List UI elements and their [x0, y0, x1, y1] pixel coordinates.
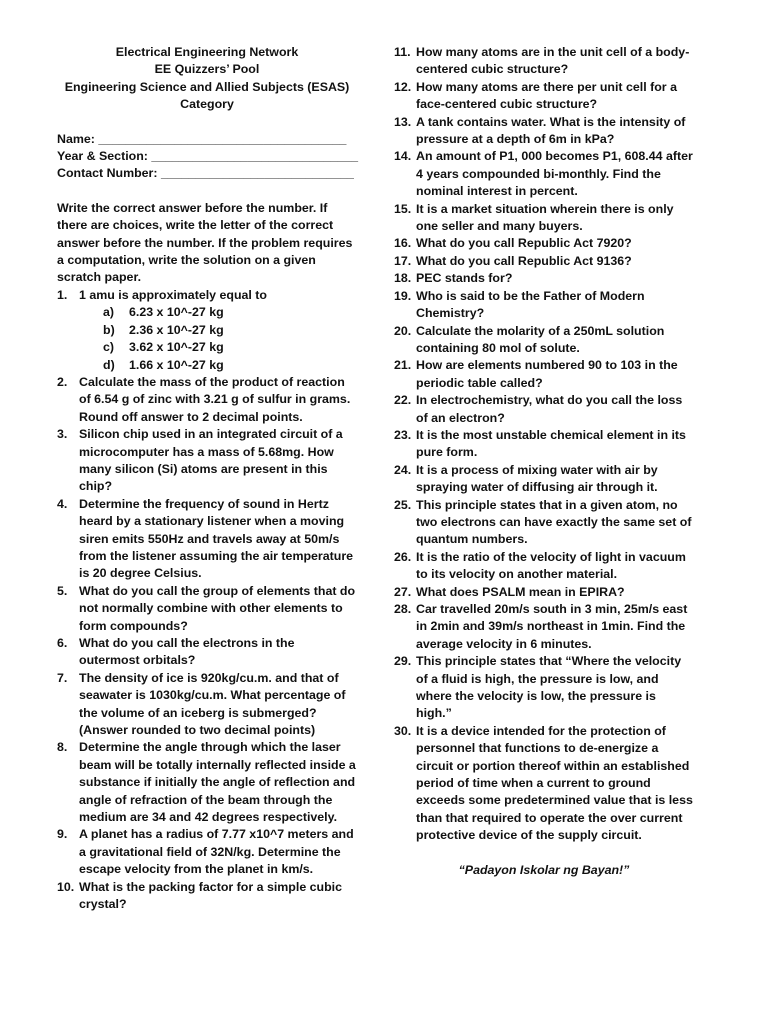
- question-text: This principle states that in a given atom, no two electrons can have exactly the same set of quantum numbers.: [416, 497, 692, 547]
- contact-number-field: Contact Number: ____________________________: [57, 166, 354, 181]
- right-column: [394, 44, 694, 879]
- choice-text: 6.23 x 10^-27 kg: [129, 305, 224, 320]
- choice-c: [103, 339, 357, 356]
- question-20: [394, 323, 694, 358]
- choice-letter: c): [103, 340, 115, 355]
- question-24: [394, 462, 694, 497]
- question-21: [394, 357, 694, 392]
- question-6: [57, 635, 357, 670]
- question-number: 9.: [57, 827, 68, 842]
- question-text: A planet has a radius of 7.77 x10^7 meters and a gravitational field of 32N/kg. Determine the escape velocity from the planet in km/s.: [79, 827, 354, 877]
- header-line-3: Engineering Science and Allied Subjects (ESAS): [64, 79, 350, 94]
- question-text: It is a process of mixing water with air by spraying water of diffusing air through it.: [416, 462, 658, 495]
- question-number: 17.: [394, 253, 412, 268]
- question-13: [394, 114, 694, 149]
- question-17: [394, 253, 694, 270]
- question-text: Determine the angle through which the laser beam will be totally internally reflected inside a substance if initially the angle of reflection and angle of refraction of the beam through the medium are 34 and 42 degrees respectively.: [79, 740, 356, 825]
- choice-text: 1.66 x 10^-27 kg: [129, 357, 224, 372]
- question-text: PEC stands for?: [416, 271, 513, 286]
- question-text: The density of ice is 920kg/cu.m. and that of seawater is 1030kg/cu.m. What percentage of the volume of an iceberg is submerged? (Answer rounded to two decimal points): [79, 670, 346, 738]
- question-number: 15.: [394, 201, 412, 216]
- question-number: 7.: [57, 670, 68, 685]
- question-number: 29.: [394, 654, 412, 669]
- question-text: What do you call the group of elements that do not normally combine with other elements to form compounds?: [79, 583, 356, 633]
- question-number: 22.: [394, 393, 412, 408]
- question-8: [57, 739, 357, 826]
- question-text: What do you call the electrons in the outermost orbitals?: [79, 636, 295, 668]
- question-29: [394, 653, 694, 723]
- question-15: [394, 201, 694, 236]
- question-16: [394, 235, 694, 252]
- question-text: It is a device intended for the protection of personnel that functions to de-energize a circuit or portion thereof within an established period of time when a current to ground exceeds some predetermined value that is less than that required to operate the over current protective device of the supply circuit.: [416, 723, 693, 843]
- question-30: [394, 723, 694, 845]
- question-number: 28.: [394, 602, 412, 616]
- question-18: [394, 270, 694, 287]
- question-text: 1 amu is approximately equal to: [79, 287, 267, 302]
- student-fields: [57, 131, 357, 183]
- question-23: [394, 427, 694, 462]
- question-text: Car travelled 20m/s south in 3 min, 25m/s east in 2min and 39m/s northeast in 1min. Find the average velocity in 6 minutes.: [416, 602, 688, 651]
- motto: “Padayon Iskolar ng Bayan!”: [458, 862, 630, 877]
- question-number: 21.: [394, 358, 412, 373]
- question-text: Calculate the mass of the product of reaction of 6.54 g of zinc with 3.21 g of sulfur in grams. Round off answer to 2 decimal points.: [79, 374, 351, 424]
- question-text: What do you call Republic Act 9136?: [416, 253, 632, 268]
- question-9: [57, 826, 357, 878]
- question-3: [57, 426, 357, 496]
- question-10: [57, 879, 357, 914]
- question-number: 6.: [57, 636, 68, 650]
- question-number: 11.: [394, 45, 411, 59]
- question-number: 27.: [394, 584, 412, 599]
- question-number: 24.: [394, 462, 412, 477]
- question-text: In electrochemistry, what do you call the loss of an electron?: [416, 393, 683, 425]
- question-number: 26.: [394, 549, 412, 564]
- question-number: 16.: [394, 236, 412, 251]
- question-number: 2.: [57, 374, 68, 389]
- question-number: 19.: [394, 288, 412, 303]
- question-25: [394, 497, 694, 549]
- question-number: 5.: [57, 583, 68, 598]
- choice-d: [103, 357, 357, 374]
- question-4: [57, 496, 357, 583]
- question-text: How are elements numbered 90 to 103 in the periodic table called?: [416, 358, 678, 390]
- choice-letter: d): [103, 357, 115, 372]
- question-text: Silicon chip used in an integrated circuit of a microcomputer has a mass of 5.68mg. How many silicon (Si) atoms are present in this chip?: [79, 427, 343, 494]
- question-text: What do you call Republic Act 7920?: [416, 236, 632, 251]
- question-number: 30.: [394, 723, 412, 738]
- question-text: It is a market situation wherein there is only one seller and many buyers.: [416, 201, 674, 234]
- name-field: Name: ____________________________________: [57, 131, 347, 146]
- question-text: An amount of P1, 000 becomes P1, 608.44 after 4 years compounded bi-monthly. Find the nominal interest in percent.: [416, 149, 693, 199]
- question-text: Who is said to be the Father of Modern Chemistry?: [416, 288, 645, 321]
- left-column: [57, 44, 357, 914]
- question-7: [57, 670, 357, 740]
- question-number: 25.: [394, 497, 412, 512]
- question-number: 4.: [57, 496, 68, 511]
- question-number: 20.: [394, 323, 412, 338]
- question-11: [394, 44, 694, 79]
- question-22: [394, 392, 694, 427]
- choice-list: [79, 304, 357, 374]
- question-number: 14.: [394, 149, 412, 164]
- question-number: 3.: [57, 427, 68, 442]
- choice-b: [103, 322, 357, 339]
- question-text: How many atoms are in the unit cell of a body-centered cubic structure?: [416, 45, 690, 77]
- question-text: A tank contains water. What is the intensity of pressure at a depth of 6m in kPa?: [416, 114, 686, 147]
- question-1: [57, 287, 357, 374]
- choice-a: [103, 304, 357, 321]
- question-2: [57, 374, 357, 426]
- choice-text: 3.62 x 10^-27 kg: [129, 340, 224, 355]
- question-number: 10.: [57, 879, 75, 894]
- question-list-left: [57, 287, 357, 914]
- choice-letter: a): [103, 305, 115, 320]
- year-section-field: Year & Section: ______________________________: [57, 149, 359, 164]
- document-header: [57, 44, 357, 114]
- question-12: [394, 79, 694, 114]
- question-number: 1.: [57, 287, 68, 302]
- question-number: 8.: [57, 740, 68, 755]
- question-text: How many atoms are there per unit cell for a face-centered cubic structure?: [416, 79, 677, 112]
- question-list-right: [394, 44, 694, 845]
- question-26: [394, 549, 694, 584]
- question-text: Calculate the molarity of a 250mL solution containing 80 mol of solute.: [416, 323, 665, 355]
- question-text: What does PSALM mean in EPIRA?: [416, 584, 625, 599]
- question-28: [394, 601, 694, 653]
- question-number: 18.: [394, 271, 412, 286]
- choice-letter: b): [103, 322, 115, 337]
- question-27: [394, 584, 694, 601]
- choice-text: 2.36 x 10^-27 kg: [129, 322, 224, 337]
- question-text: Determine the frequency of sound in Hertz heard by a stationary listener when a moving siren emits 550Hz and travels away at 50m/s from the listener assuming the air temperature is 20 degree Celsius.: [79, 496, 354, 581]
- instructions: Write the correct answer before the number. If there are choices, write the letter of the correct answer before the number. If the problem requires a computation, write the solution on a given scratch paper.: [57, 200, 353, 285]
- header-line-4: Category: [180, 97, 234, 112]
- question-14: [394, 148, 694, 200]
- question-number: 12.: [394, 79, 412, 94]
- header-line-1: Electrical Engineering Network: [115, 45, 299, 59]
- header-line-2: EE Quizzers’ Pool: [154, 62, 260, 77]
- question-number: 23.: [394, 427, 412, 442]
- question-number: 13.: [394, 114, 412, 129]
- question-text: This principle states that “Where the velocity of a fluid is high, the pressure is low, and where the velocity is low, the pressure is high.”: [416, 654, 682, 721]
- question-5: [57, 583, 357, 635]
- question-19: [394, 288, 694, 323]
- question-text: It is the ratio of the velocity of light in vacuum to its velocity on another material.: [416, 549, 686, 582]
- question-text: It is the most unstable chemical element in its pure form.: [416, 427, 686, 460]
- question-text: What is the packing factor for a simple cubic crystal?: [79, 879, 343, 912]
